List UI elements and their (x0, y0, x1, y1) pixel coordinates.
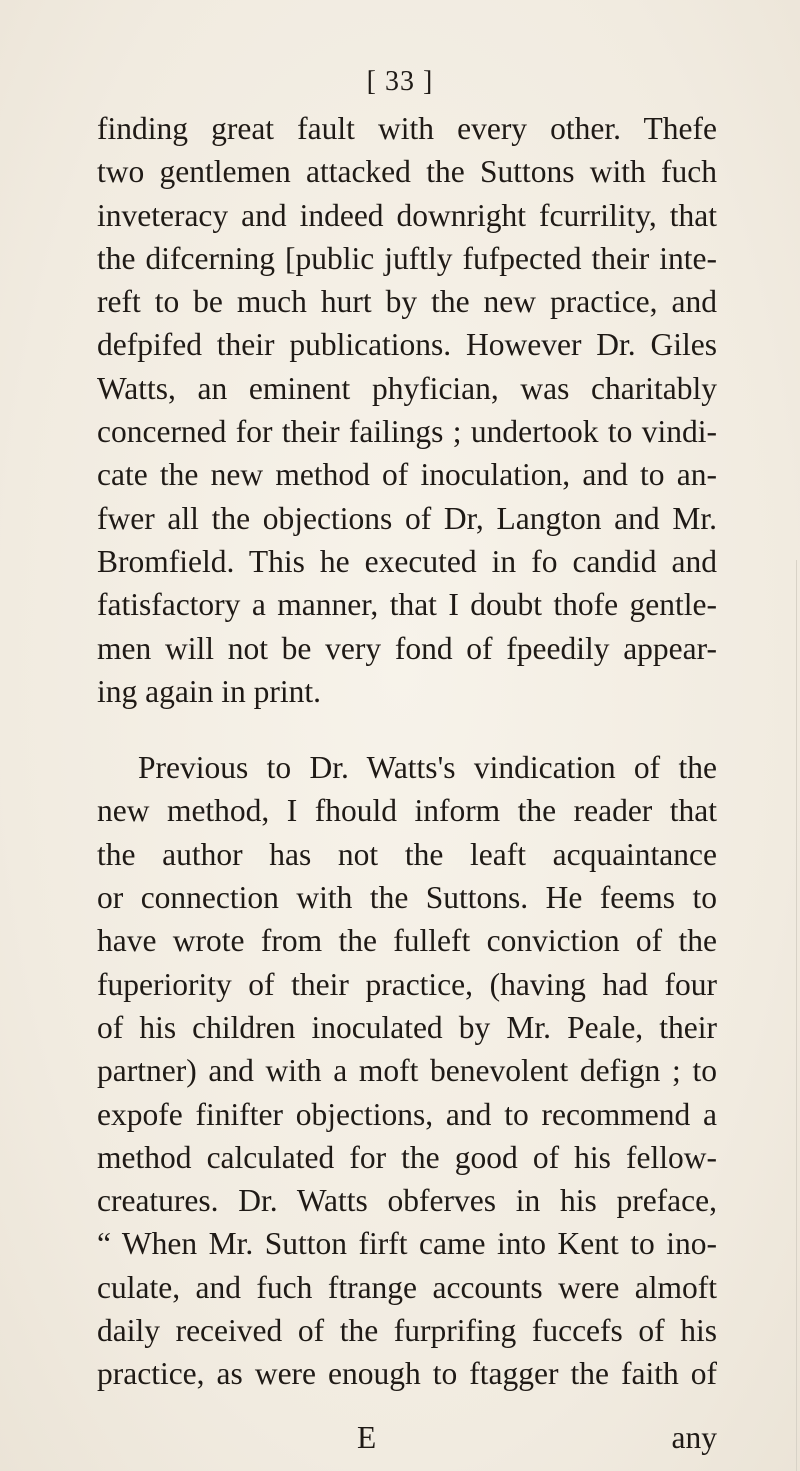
text-line: have wrote from the fulleft conviction of the (97, 923, 717, 959)
text-line: partner) and with a moft benevolent defign ; to (97, 1053, 717, 1089)
text-line: defpifed their publications. However Dr. Giles (97, 327, 717, 363)
catchword: any (671, 1420, 717, 1455)
text-line: daily received of the furprifing fuccefs of his (97, 1313, 717, 1349)
text-line: reft to be much hurt by the new practice, and (97, 284, 717, 320)
page-edge-divider (796, 560, 797, 1471)
page-number: [ 33 ] (366, 66, 434, 97)
text-line: Watts, an eminent phyfician, was charitably (97, 370, 717, 406)
body-text (97, 107, 717, 1396)
signature-mark: E (357, 1420, 377, 1455)
text-line: the difcerning [public juftly fufpected their inte- (97, 240, 717, 276)
text-line: the author has not the leaft acquaintance (97, 836, 717, 872)
text-line: creatures. Dr. Watts obferves in his preface, (97, 1183, 717, 1219)
text-line: method calculated for the good of his fellow- (97, 1139, 717, 1175)
text-line: culate, and fuch ftrange accounts were almoft (97, 1269, 717, 1305)
text-line: two gentlemen attacked the Suttons with fuch (97, 154, 717, 190)
text-line: ing again in print. (97, 673, 321, 709)
text-line: practice, as were enough to ftagger the faith of (97, 1356, 717, 1392)
text-line: concerned for their failings ; undertook to vindi- (97, 414, 717, 450)
text-line: fuperiority of their practice, (having had four (97, 966, 717, 1002)
paragraph (97, 107, 717, 713)
text-line: men will not be very fond of fpeedily appear- (97, 630, 717, 666)
text-line: of his children inoculated by Mr. Peale, their (97, 1009, 717, 1045)
text-line: “ When Mr. Sutton firft came into Kent to ino- (97, 1226, 717, 1262)
text-line: or connection with the Suttons. He feems to (97, 880, 717, 916)
text-line: finding great fault with every other. Thefe (97, 111, 717, 146)
text-line: new method, I fhould inform the reader that (97, 793, 717, 829)
text-line: Previous to Dr. Watts's vindication of the (138, 750, 717, 786)
text-line: fatisfactory a manner, that I doubt thofe gentle- (97, 587, 717, 623)
text-line: cate the new method of inoculation, and to an- (97, 457, 717, 493)
text-line: expofe finifter objections, and to recommend a (97, 1096, 717, 1132)
text-line: fwer all the objections of Dr, Langton and Mr. (97, 500, 717, 536)
text-line: inveteracy and indeed downright fcurrility, that (97, 197, 717, 233)
paragraph (97, 746, 717, 1395)
text-line: Bromfield. This he executed in fo candid and (97, 543, 717, 579)
